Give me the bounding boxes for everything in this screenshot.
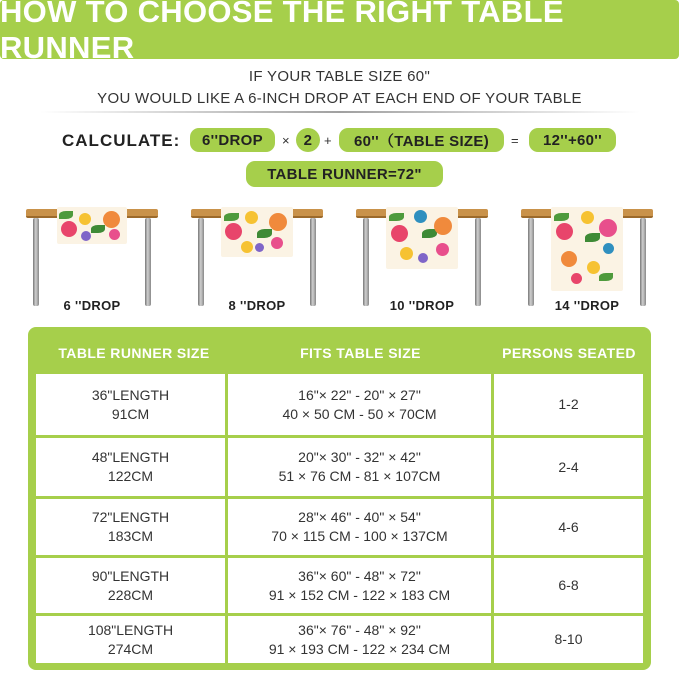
table-cell-length	[36, 374, 225, 435]
persons-seated: 2-4	[558, 458, 579, 475]
table-header	[28, 327, 651, 371]
table-cell-fits	[228, 374, 491, 435]
fits-inches: 36"× 60" - 48" × 72"	[298, 567, 421, 584]
length-inches: 36"LENGTH	[91, 386, 170, 403]
length-cm: 183CM	[107, 528, 154, 544]
drop-example-6	[26, 204, 158, 314]
persons-seated: 1-2	[558, 396, 579, 412]
fits-cm: 51 × 76 CM - 81 × 107CM	[278, 468, 441, 484]
table-leg	[363, 218, 369, 306]
floral-runner-image	[57, 207, 127, 244]
fits-cm: 40 × 50 CM - 50 × 70CM	[282, 405, 437, 422]
length-cm: 91CM	[111, 405, 150, 422]
table-cell-persons	[494, 499, 643, 555]
floral-runner-image	[386, 207, 458, 269]
times-sign: ×	[282, 133, 290, 148]
floral-runner-image	[221, 207, 293, 257]
length-inches: 108"LENGTH	[87, 621, 174, 638]
fits-cm: 91 × 193 CM - 122 × 234 CM	[268, 640, 451, 657]
total-pill: TABLE RUNNER=72"	[246, 161, 443, 187]
multiplier-pill: 2	[296, 128, 320, 152]
drop-example-14	[521, 204, 653, 314]
page-title: HOW TO CHOOSE THE RIGHT TABLE RUNNER	[0, 0, 564, 65]
title-banner	[0, 0, 679, 65]
table-leg	[198, 218, 204, 306]
calculate-label: CALCULATE:	[62, 131, 181, 150]
fits-cm: 91 × 152 CM - 122 × 183 CM	[268, 586, 451, 603]
intro-line-2: YOU WOULD LIKE A 6-INCH DROP AT EACH END OF YOUR TABLE	[97, 90, 582, 107]
table-leg	[528, 218, 534, 306]
table-cell-fits	[228, 616, 491, 663]
equals-sign: =	[511, 133, 519, 148]
fits-cm: 70 × 115 CM - 100 × 137CM	[271, 528, 448, 544]
persons-seated: 4-6	[558, 518, 579, 535]
drop-pill: 6''DROP	[190, 128, 275, 152]
table-cell-fits	[228, 558, 491, 613]
length-inches: 72"LENGTH	[91, 509, 170, 525]
fits-inches: 28"× 46" - 40" × 54"	[298, 509, 421, 525]
drop-example-8	[191, 204, 323, 314]
intro-line-1: IF YOUR TABLE SIZE 60"	[248, 68, 431, 85]
table-cell-persons	[494, 438, 643, 496]
length-cm: 122CM	[107, 468, 154, 484]
fits-inches: 36"× 76" - 48" × 92"	[298, 621, 421, 638]
table-cell-persons	[494, 374, 643, 435]
header-fits-table-size: FITS TABLE SIZE	[300, 345, 421, 361]
persons-seated: 8-10	[554, 631, 583, 647]
table-cell-length	[36, 438, 225, 496]
result-pill: 12''+60''	[529, 128, 616, 152]
table-leg	[475, 218, 481, 306]
table-leg	[640, 218, 646, 306]
table-size-pill: 60''（TABLE SIZE)	[339, 128, 504, 152]
length-inches: 90"LENGTH	[91, 567, 170, 584]
drop-label: 6 ''DROP	[63, 298, 121, 313]
table-leg	[310, 218, 316, 306]
header-runner-size: TABLE RUNNER SIZE	[58, 345, 210, 361]
plus-sign: +	[324, 133, 332, 148]
table-cell-length	[36, 616, 225, 663]
table-leg	[33, 218, 39, 306]
table-cell-persons	[494, 558, 643, 613]
size-table	[28, 327, 651, 670]
divider	[40, 111, 640, 113]
drop-label: 10 ''DROP	[389, 298, 455, 313]
table-cell-length	[36, 558, 225, 613]
table-cell-persons	[494, 616, 643, 663]
drop-label: 14 ''DROP	[554, 298, 620, 313]
length-inches: 48"LENGTH	[91, 449, 170, 465]
table-cell-fits	[228, 438, 491, 496]
table-cell-fits	[228, 499, 491, 555]
floral-runner-image	[551, 207, 623, 291]
table-cell-length	[36, 499, 225, 555]
drop-label: 8 ''DROP	[228, 298, 286, 313]
length-cm: 274CM	[107, 640, 154, 657]
header-persons-seated: PERSONS SEATED	[502, 345, 636, 361]
fits-inches: 20"× 30" - 32" × 42"	[298, 449, 421, 465]
drop-example-10	[356, 204, 488, 314]
persons-seated: 6-8	[558, 577, 579, 593]
length-cm: 228CM	[107, 586, 154, 603]
table-leg	[145, 218, 151, 306]
fits-inches: 16"× 22" - 20" × 27"	[298, 386, 421, 403]
